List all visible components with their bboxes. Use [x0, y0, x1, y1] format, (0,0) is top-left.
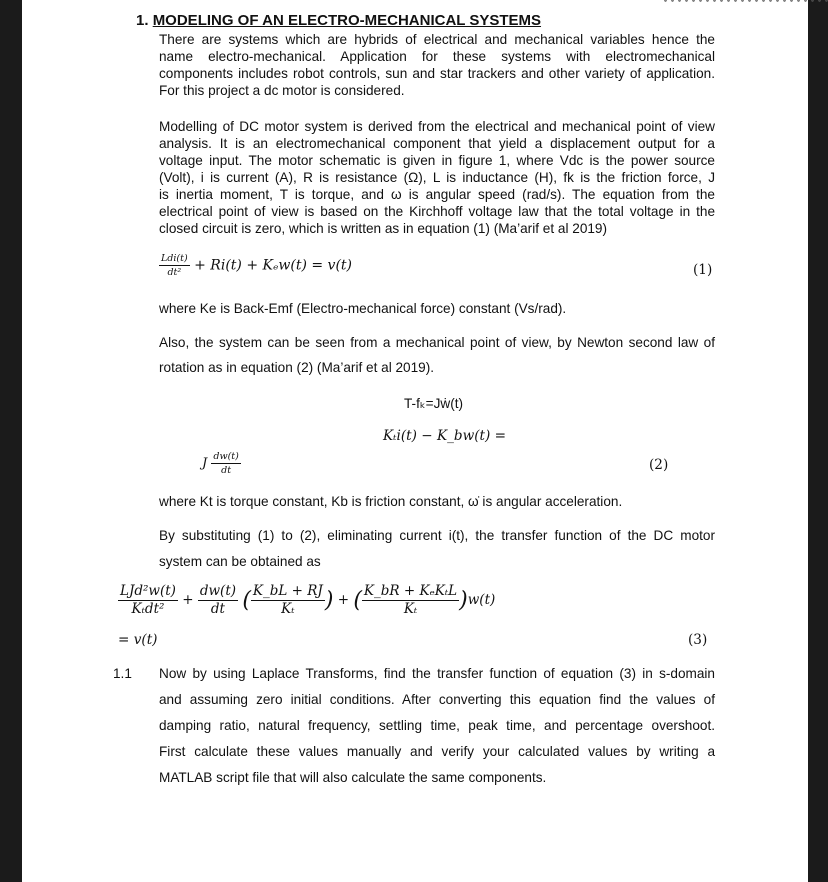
task-line: and assuming zero initial conditions. After converting this equation find the values of: [159, 692, 715, 707]
also-line: Also, the system can be seen from a mechanical point of view, by Newton second law of: [159, 335, 715, 350]
equation-1: [159, 254, 352, 277]
task-line: MATLAB script file that will also calculate the same components.: [159, 770, 547, 785]
eq3-plus: +: [337, 592, 350, 608]
document-page: [22, 0, 808, 882]
eq2-j: J: [202, 456, 208, 471]
model-line: analysis. It is an electromechanical component that yield a displacement output for a: [159, 136, 715, 151]
eq3-line2: = v(t): [118, 632, 158, 648]
equation-2-label: (2): [649, 457, 669, 473]
dotted-border: [662, 0, 828, 5]
eq3-term2-numerator: dw(t): [199, 583, 237, 599]
eq1-denominator: dt²: [167, 266, 182, 278]
intro-line: There are systems which are hybrids of electrical and mechanical variables hence the: [159, 32, 715, 47]
eq1-numerator: Ldi(t): [161, 253, 188, 264]
section-heading: [136, 12, 541, 29]
eq2-line2: Kₜi(t) − K_bw(t) =: [383, 428, 507, 444]
task-line: First calculate these values manually and verify your calculated values by writing a: [159, 744, 715, 759]
intro-line: components includes robot controls, sun and star trackers and other variety of application.: [159, 66, 715, 81]
eq2-line3: [202, 452, 241, 475]
equation-3: $\frac{\text{LJd²w(t)}}{\text{Kₜdt²}}$ + $\frac{dw(t)}{dt}$ ( $\frac{K\_bL + RJ}{\text{Kₜ}}$ ) + ( $\frac{\text{K\_bR + KₑKₜL}}{\text{Kₜ}}$ )w(t): [120, 583, 496, 617]
task-line: damping ratio, natural frequency, settling time, peak time, and percentage overshoot.: [159, 718, 715, 733]
model-line: Modelling of DC motor system is derived from the electrical and mechanical point of view: [159, 119, 715, 134]
eq1-rest: + Ri(t) + Kₑw(t) = v(t): [194, 257, 353, 274]
eq3-term1-numerator: LJd²w(t): [120, 583, 176, 599]
model-line: electrical point of view is based on the Kirchhoff voltage law that the total voltage in the: [159, 204, 715, 219]
eq3-term3-denominator: Kₜ: [281, 600, 295, 617]
eq3-term3-numerator: K_bL + RJ: [252, 583, 323, 599]
intro-line: For this project a dc motor is considered.: [159, 83, 405, 98]
also-line: rotation as in equation (2) (Ma’arif et al 2019).: [159, 360, 435, 375]
eq2-denominator: dt: [221, 464, 232, 476]
task-line: Now by using Laplace Transforms, find the transfer function of equation (3) in s-domain: [159, 666, 715, 681]
eq3-term4-numerator: K_bR + KₑKₜL: [363, 583, 458, 599]
eq3-term1-denominator: Kₜdt²: [131, 600, 165, 617]
eq3-term2-denominator: dt: [210, 600, 225, 617]
task-number: 1.1: [113, 666, 132, 681]
model-line: closed circuit is zero, which is written as in equation (1) (Ma’arif et al 2019): [159, 221, 608, 236]
intro-line: name electro-mechanical. Application for these systems with electromechanical: [159, 49, 715, 64]
where-ke-text: where Ke is Back-Emf (Electro-mechanical force) constant (Vs/rad).: [159, 301, 567, 316]
eq2-line1: T-fₖ=Jẇ(t): [404, 396, 464, 411]
section-title: MODELING OF AN ELECTRO-MECHANICAL SYSTEMS: [152, 12, 542, 29]
eq3-tail: w(t): [467, 592, 496, 608]
equation-3-label: (3): [688, 632, 708, 648]
model-line: is inertia moment, T is torque, and ω is angular speed (rad/s). The equation from the: [159, 187, 715, 202]
equation-1-label: (1): [693, 262, 713, 278]
subst-line: system can be obtained as: [159, 554, 321, 569]
subst-line: By substituting (1) to (2), eliminating current i(t), the transfer function of the DC motor: [159, 528, 715, 543]
eq2-numerator: dw(t): [213, 451, 239, 462]
where-kt-text: where Kt is torque constant, Kb is friction constant, ω̇ is angular acceleration.: [159, 494, 623, 509]
model-line: (Volt), i is current (A), R is resistance (Ω), L is inductance (H), fk is the friction force, J: [159, 170, 715, 185]
section-number: 1.: [136, 12, 149, 29]
model-line: voltage input. The motor schematic is given in figure 1, where Vdc is the power source: [159, 153, 715, 168]
eq3-plus: +: [182, 592, 194, 608]
eq3-term4-denominator: Kₜ: [403, 600, 418, 617]
